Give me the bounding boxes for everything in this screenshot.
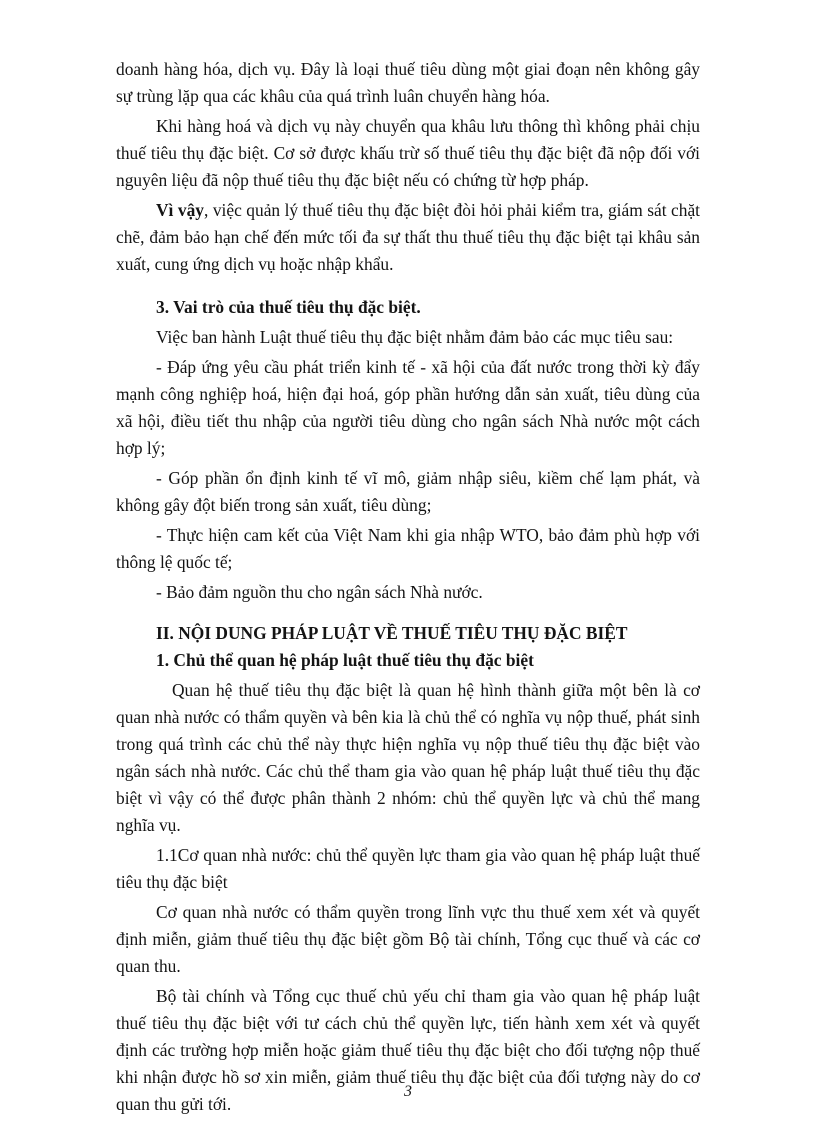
heading-section-2: II. NỘI DUNG PHÁP LUẬT VỀ THUẾ TIÊU THỤ ĐẶC BIỆT (156, 623, 628, 643)
bullet-budget-revenue: - Bảo đảm nguồn thu cho ngân sách Nhà nước. (156, 582, 483, 602)
paragraph-relation: Quan hệ thuế tiêu thụ đặc biệt là quan hệ hình thành giữa một bên là cơ quan nhà nước có thẩm quyền và bên kia là chủ thể có nghĩa vụ nộp thuế, phát sinh trong quá trình các chủ thể này thực hiện nghĩa vụ nộp thuế tiêu thụ đặc biệt vào ngân sách nhà nước. Các chủ thể tham gia vào quan hệ pháp luật thuế tiêu thụ đặc biệt vì vậy có thể được phân thành 2 nhóm: chủ thể quyền lực và chủ thể mang nghĩa vụ. (116, 680, 700, 835)
paragraph-ministry: Bộ tài chính và Tổng cục thuế chủ yếu chỉ tham gia vào quan hệ pháp luật thuế tiêu thụ đặc biệt với tư cách chủ thể quyền lực, tiến hành xem xét và quyết định các trường hợp miễn hoặc giảm thuế tiêu thụ đặc biệt cho đối tượng nộp thuế khi nhận được hồ sơ xin miễn, giảm thuế tiêu thụ đặc biệt của đối tượng này do cơ quan thu gửi tới. (116, 986, 700, 1114)
bullet-wto-commitment: - Thực hiện cam kết của Việt Nam khi gia nhập WTO, bảo đảm phù hợp với thông lệ quốc tế; (116, 525, 700, 572)
item-1-1-number: 1.1 (156, 845, 178, 865)
heading-role: 3. Vai trò của thuế tiêu thụ đặc biệt. (156, 297, 421, 317)
item-1-1 (116, 842, 700, 896)
page-number: 3 (404, 1083, 412, 1100)
document-page (116, 56, 700, 1118)
item-1-1-text: Cơ quan nhà nước: chủ thể quyền lực tham gia vào quan hệ pháp luật thuế tiêu thụ đặc biệt (116, 845, 700, 892)
paragraph-therefore (116, 197, 700, 278)
therefore-bold-lead: Vì vậy (156, 200, 204, 220)
therefore-rest: , việc quản lý thuế tiêu thụ đặc biệt đòi hỏi phải kiểm tra, giám sát chặt chẽ, đảm bảo hạn chế đến mức tối đa sự thất thu thuế tiêu thụ đặc biệt tại khâu sản xuất, cung ứng dịch vụ hoặc nhập khẩu. (116, 200, 701, 274)
paragraph-role-intro: Việc ban hành Luật thuế tiêu thụ đặc biệt nhằm đảm bảo các mục tiêu sau: (156, 327, 674, 347)
heading-subjects: 1. Chủ thể quan hệ pháp luật thuế tiêu thụ đặc biệt (156, 650, 534, 670)
paragraph-authority: Cơ quan nhà nước có thẩm quyền trong lĩnh vực thu thuế xem xét và quyết định miễn, giảm thuế tiêu thụ đặc biệt gồm Bộ tài chính, Tổng cục thuế và các cơ quan thu. (116, 902, 700, 976)
paragraph-circulation: Khi hàng hoá và dịch vụ này chuyển qua khâu lưu thông thì không phải chịu thuế tiêu thụ đặc biệt. Cơ sở được khấu trừ số thuế tiêu thụ đặc biệt đã nộp đối với nguyên liệu đã nộp thuế tiêu thụ đặc biệt nếu có chứng từ hợp pháp. (116, 116, 700, 190)
bullet-development: - Đáp ứng yêu cầu phát triển kinh tế - xã hội của đất nước trong thời kỳ đẩy mạnh công nghiệp hoá, hiện đại hoá, góp phần hướng dẫn sản xuất, tiêu dùng của xã hội, điều tiết thu nhập của người tiêu dùng cho ngân sách Nhà nước một cách hợp lý; (116, 357, 700, 458)
paragraph-intro-continuation: doanh hàng hóa, dịch vụ. Đây là loại thuế tiêu dùng một giai đoạn nên không gây sự trùng lặp qua các khâu của quá trình luân chuyển hàng hóa. (116, 59, 700, 106)
bullet-macro-stability: - Góp phần ổn định kinh tế vĩ mô, giảm nhập siêu, kiềm chế lạm phát, và không gây đột biến trong sản xuất, tiêu dùng; (116, 468, 700, 515)
